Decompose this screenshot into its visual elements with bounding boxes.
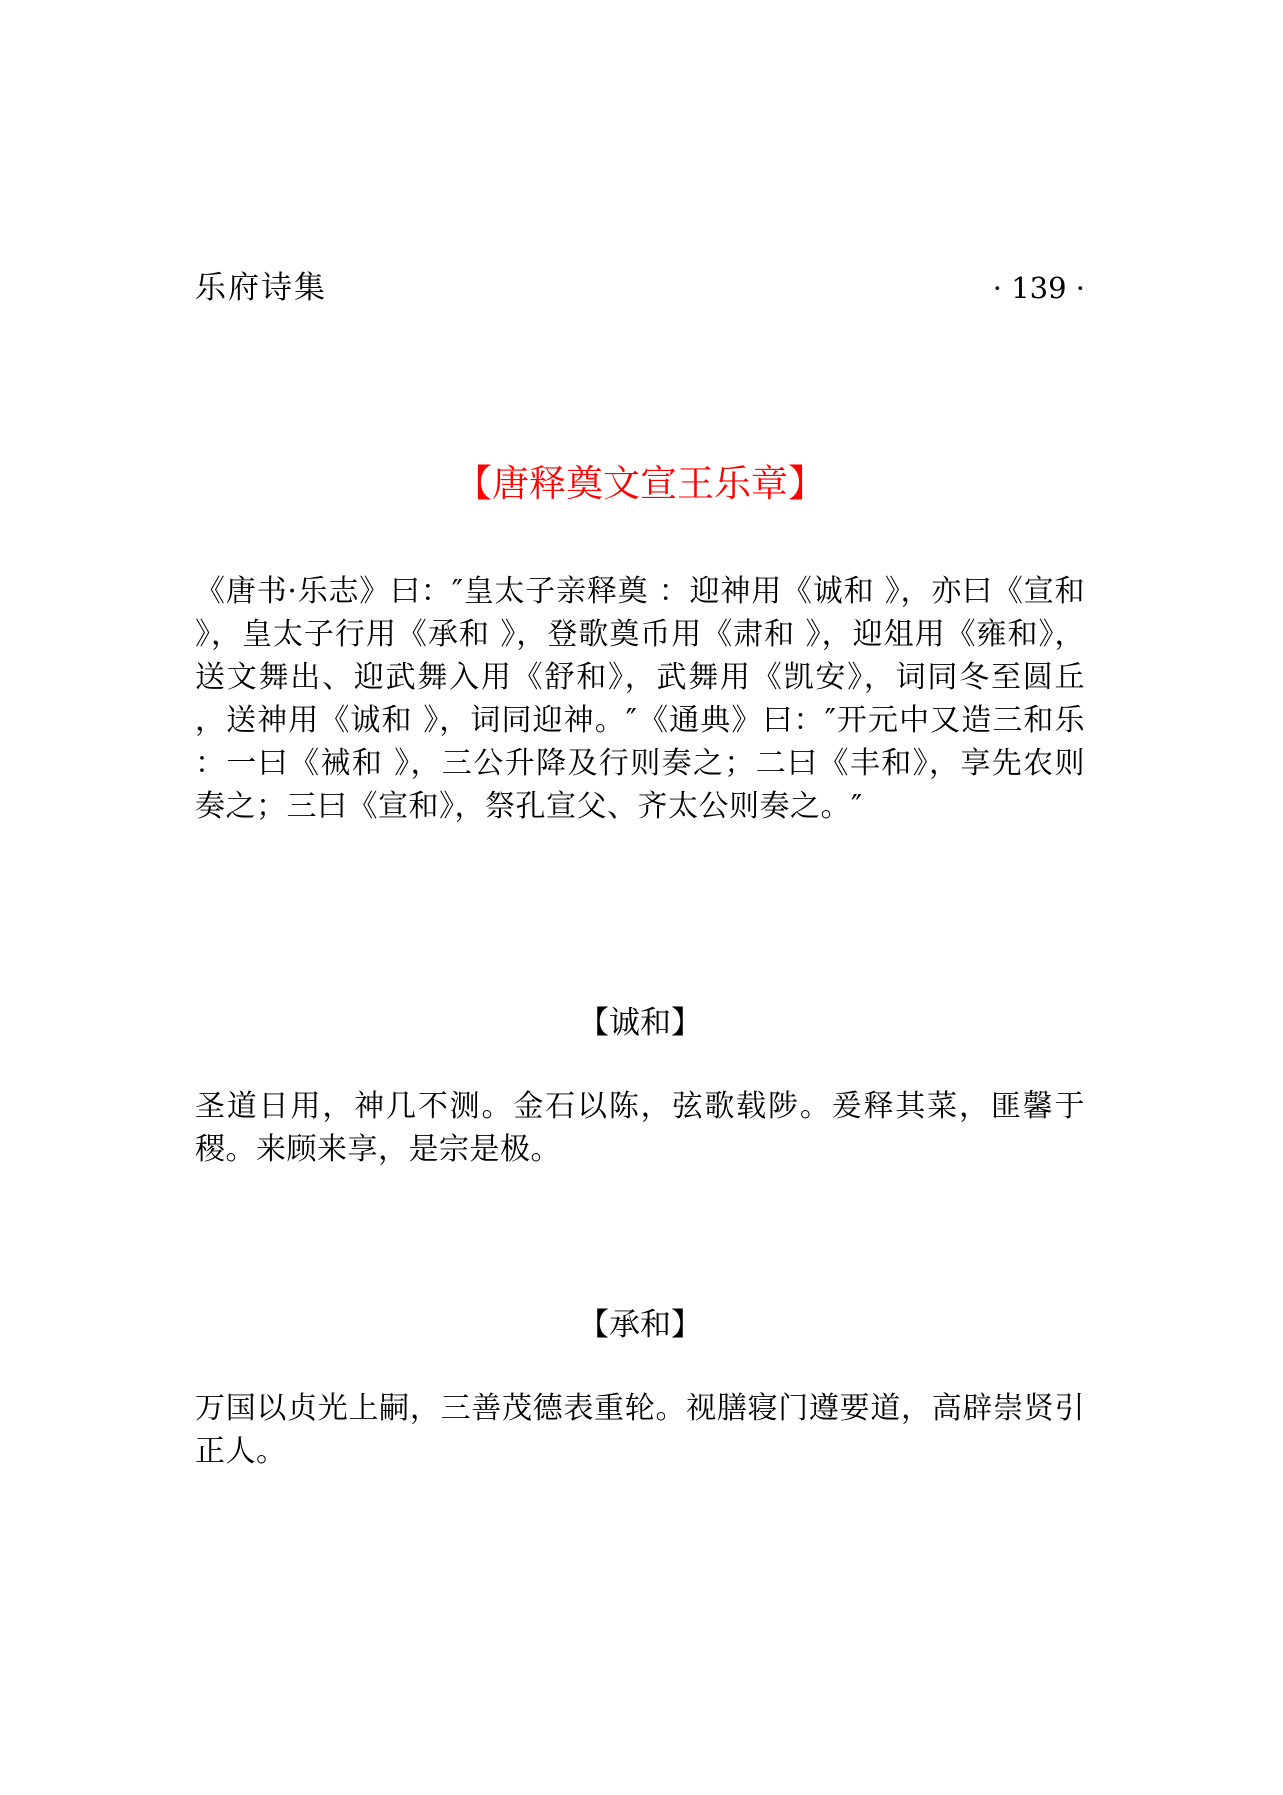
poem-text-chenghe: 圣道日用，神几不测。金石以陈，弦歌载陟。爰释其菜，匪馨于稷。来顾来享，是宗是极。 <box>195 1089 1085 1167</box>
intro-paragraph: 《唐书·乐志》曰：″皇太子亲释奠 ：迎神用《诚和 》，亦曰《宣和 》，皇太子行用《承和 》，登歌奠币用《肃和 》，迎俎用《雍和》，送文舞出、迎武舞入用《舒和》，武舞用《凯安》，词同冬至圆丘 ，送神用《诚和 》，词同迎神。″《通典》曰：″开元中又造三和乐 ：一曰《祴和 》，三公升降及行则奏之；二曰《丰和》，享先农则奏之；三曰《宣和》，祭孔宣父、齐太公则奏之。″ <box>195 574 1085 824</box>
book-title: 乐府诗集 <box>195 270 327 306</box>
poem-text-chenghe2: 万国以贞光上嗣，三善茂德表重轮。视膳寝门遵要道，高辟崇贤引正人。 <box>195 1391 1085 1469</box>
section-title-chenghe: 【诚和】 <box>578 1005 702 1041</box>
page-number: · 139 · <box>992 271 1085 305</box>
chapter-title: 【唐释奠文宣王乐章】 <box>455 462 825 505</box>
section-title-chenghe2: 【承和】 <box>578 1307 702 1343</box>
